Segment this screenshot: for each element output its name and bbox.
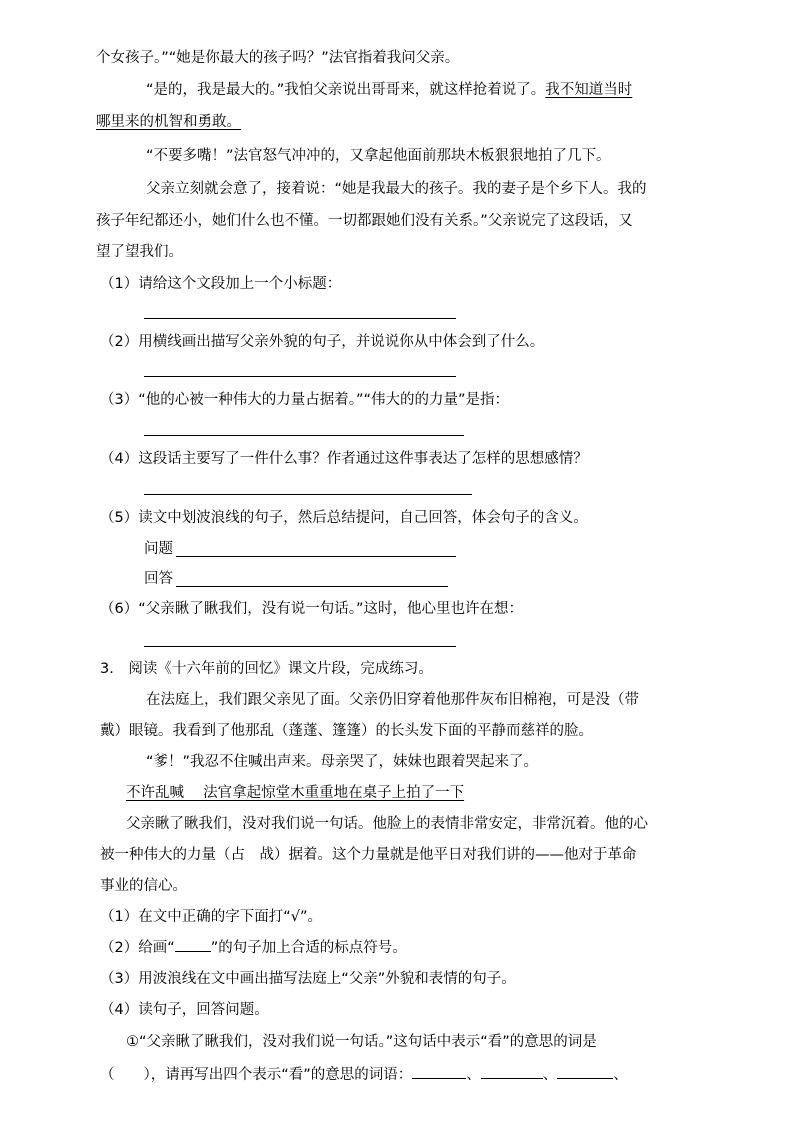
passage-line: 在法庭上，我们跟父亲见了面。父亲仍旧穿着他那件灰布旧棉袍，可是没（带 bbox=[146, 692, 639, 708]
underlined-sentence: 哪里来的机智和勇敢。 bbox=[96, 114, 241, 130]
separator: 、 bbox=[613, 1067, 628, 1083]
question-6: （6）“父亲瞅了瞅我们，没有说一句话。”这时，他心里也许在想： bbox=[100, 601, 523, 617]
passage-line: 父亲立刻就会意了，接着说：“她是我最大的孩子。我的妻子是个乡下人。我的 bbox=[146, 181, 647, 197]
passage-line: 望了望我们。 bbox=[96, 244, 183, 260]
answer-blank[interactable] bbox=[144, 318, 456, 319]
underlined-sentence: 不许乱喊 法官拿起惊堂木重重地在桌子上拍了一下 bbox=[126, 785, 465, 801]
word-blank[interactable] bbox=[412, 1064, 466, 1079]
s3-question-3: （3）用波浪线在文中画出描写法庭上“父亲”外貌和表情的句子。 bbox=[100, 971, 516, 987]
passage-line: 戴）眼镜。我看到了他那乱（蓬蓬、篷篷）的长头发下面的平静而慈祥的脸。 bbox=[100, 723, 593, 739]
separator: 、 bbox=[542, 1067, 558, 1083]
question-2: （2）用横线画出描写父亲外貌的句子，并说说你从中体会到了什么。 bbox=[100, 334, 545, 350]
s3-subquestion-cont bbox=[100, 1063, 628, 1087]
answer-blank[interactable] bbox=[144, 376, 456, 377]
answer-input-blank[interactable] bbox=[176, 586, 448, 587]
question-3: （3）“他的心被一种伟大的力量占据着。”“伟大的的力量”是指： bbox=[100, 392, 510, 408]
question-input-blank[interactable] bbox=[176, 556, 456, 557]
passage-line: 被一种伟大的力量（占 战）据着。这个力量就是他平日对我们讲的——他对于革命 bbox=[100, 847, 637, 863]
question-1: （1）请给这个文段加上一个小标题： bbox=[100, 276, 342, 292]
passage-line: 父亲瞅了瞅我们，没对我们说一句话。他脸上的表情非常安定，非常沉着。他的心 bbox=[126, 816, 648, 832]
answer-blank[interactable] bbox=[144, 646, 456, 647]
passage-line: “不要多嘴！”法官怒气冲冲的，又拿起他面前那块木板狠狠地拍了几下。 bbox=[146, 148, 611, 164]
question-4: （4）这段话主要写了一件什么事？作者通过这件事表达了怎样的思想感情？ bbox=[100, 451, 588, 467]
passage-text: “是的，我是最大的。”我怕父亲说出哥哥来，就这样抢着说了。 bbox=[146, 82, 546, 98]
passage-line: 个女孩子。”“她是你最大的孩子吗？”法官指着我问父亲。 bbox=[96, 50, 460, 66]
question-5: （5）读文中划波浪线的句子，然后总结提问，自己回答，体会句子的含义。 bbox=[100, 510, 588, 526]
section-heading: 3. 阅读《十六年前的回忆》课文片段，完成练习。 bbox=[100, 661, 433, 677]
answer-blank[interactable] bbox=[144, 494, 472, 495]
separator: 、 bbox=[466, 1067, 481, 1083]
word-blank[interactable] bbox=[557, 1064, 613, 1079]
question-text: ”的句子加上合适的标点符号。 bbox=[210, 940, 407, 956]
question-text: （ ），请再写出四个表示“看”的意思的词语： bbox=[100, 1067, 413, 1083]
question-text: （2）给画“ bbox=[100, 940, 175, 956]
passage-line bbox=[96, 110, 241, 134]
underline-sample bbox=[175, 937, 211, 952]
answer-blank[interactable] bbox=[144, 435, 464, 436]
passage-line bbox=[146, 78, 632, 102]
s3-question-4: （4）读句子，回答问题。 bbox=[100, 1002, 269, 1018]
s3-subquestion: ①“父亲瞅了瞅我们，没对我们说一句话。”这句话中表示“看”的意思的词是 bbox=[126, 1034, 597, 1050]
word-blank[interactable] bbox=[481, 1064, 543, 1079]
s3-question-2 bbox=[100, 936, 407, 960]
answer-label: 回答 bbox=[144, 571, 173, 587]
underlined-sentence: 我不知道当时 bbox=[545, 82, 633, 98]
question-label: 问题 bbox=[144, 541, 173, 557]
s3-question-1: （1）在文中正确的字下面打“√”。 bbox=[100, 909, 322, 925]
passage-line: 事业的信心。 bbox=[100, 878, 187, 894]
passage-line: “爹！”我忍不住喊出声来。母亲哭了，妹妹也跟着哭起来了。 bbox=[146, 754, 539, 770]
passage-line bbox=[126, 781, 464, 805]
passage-line: 孩子年纪都还小，她们什么也不懂。一切都跟她们没有关系。”父亲说完了这段话，又 bbox=[96, 213, 633, 229]
